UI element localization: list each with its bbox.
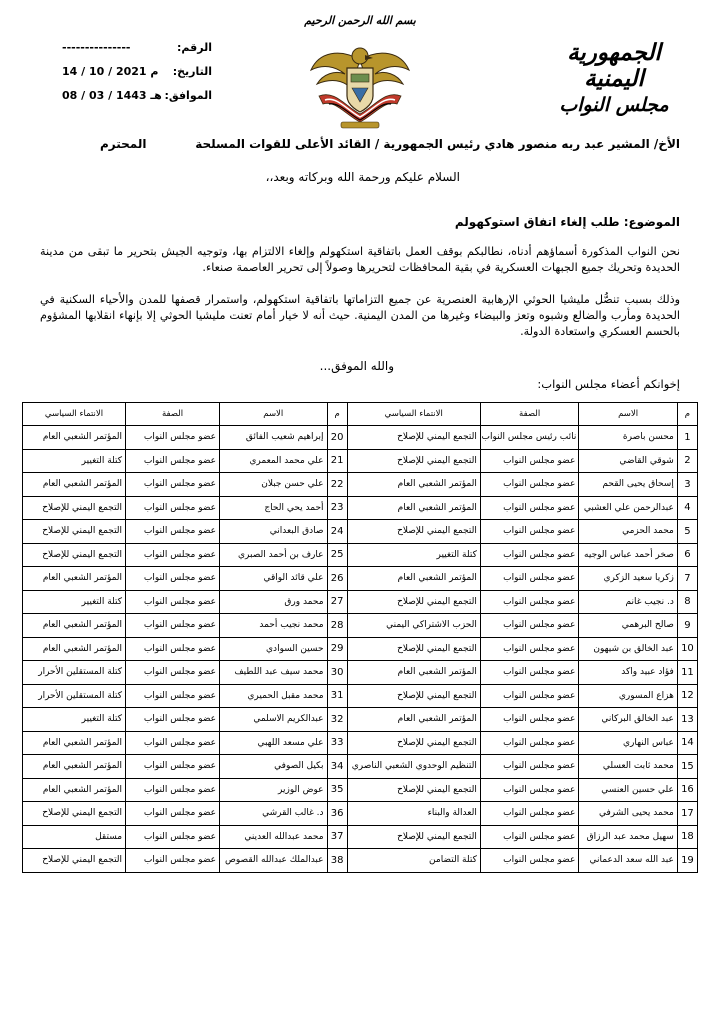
member-title-cell: عضو مجلس النواب bbox=[480, 755, 579, 779]
member-party-cell: مستقل bbox=[23, 825, 126, 849]
row-number-cell: 6 bbox=[677, 543, 697, 567]
member-party-cell: المؤتمر الشعبي العام bbox=[23, 755, 126, 779]
member-name-cell: عبد الله سعد الدعماني bbox=[579, 849, 678, 873]
member-party-cell: التجمع اليمني للإصلاح bbox=[347, 637, 480, 661]
row-number-cell: 25 bbox=[327, 543, 347, 567]
member-party-cell: التجمع اليمني للإصلاح bbox=[347, 778, 480, 802]
member-name-cell: محمد يحيى الشرفي bbox=[579, 802, 678, 826]
hijri-label: الموافق: bbox=[164, 89, 212, 102]
member-title-cell: عضو مجلس النواب bbox=[126, 778, 220, 802]
row-number-cell: 1 bbox=[677, 426, 697, 450]
member-name-cell: علي مسعد اللهبي bbox=[220, 731, 327, 755]
column-header: الصفة bbox=[480, 403, 579, 426]
date-row bbox=[62, 60, 212, 84]
table-row bbox=[23, 637, 698, 661]
member-name-cell: عارف بن أحمد الصبري bbox=[220, 543, 327, 567]
org-name: الجمهورية اليمنية bbox=[567, 39, 661, 92]
row-number-cell: 35 bbox=[327, 778, 347, 802]
member-name-cell: عبد الخالق البركاني bbox=[579, 708, 678, 732]
row-number-cell: 13 bbox=[677, 708, 697, 732]
addressee-line bbox=[100, 137, 680, 157]
member-name-cell: محمد سيف عبد اللطيف bbox=[220, 661, 327, 685]
row-number-cell: 22 bbox=[327, 473, 347, 497]
paragraph-1: نحن النواب المذكورة أسماؤهم أدناه، نطالبكم بوقف العمل باتفاقية استكهولم وإلغاء الالتزام بها، وتوجيه الجيش بتحرير ما تبقى من مدينة الحديدة وتحريك جميع الجبهات العسكرية في بقية المحافظات لتحريرها وصولاً إلى تحرير العاصمة صنعاء. bbox=[40, 245, 680, 274]
table-row bbox=[23, 614, 698, 638]
org-council: مجلس النواب bbox=[559, 94, 669, 116]
member-name-cell: هزاع المسوري bbox=[579, 684, 678, 708]
member-party-cell: المؤتمر الشعبي العام bbox=[23, 731, 126, 755]
member-title-cell: عضو مجلس النواب bbox=[480, 496, 579, 520]
member-name-cell: د. غالب القرشي bbox=[220, 802, 327, 826]
row-number-cell: 10 bbox=[677, 637, 697, 661]
greeting: السلام عليكم ورحمة الله وبركاته وبعد،، bbox=[265, 170, 460, 184]
row-number-cell: 12 bbox=[677, 684, 697, 708]
member-title-cell: عضو مجلس النواب bbox=[480, 473, 579, 497]
member-title-cell: عضو مجلس النواب bbox=[480, 684, 579, 708]
ref-value: --------------- bbox=[62, 41, 131, 54]
column-header: الصفة bbox=[126, 403, 220, 426]
member-party-cell: التجمع اليمني للإصلاح bbox=[347, 825, 480, 849]
member-name-cell: إسحاق يحيى القحم bbox=[579, 473, 678, 497]
member-party-cell: التجمع اليمني للإصلاح bbox=[23, 543, 126, 567]
column-header: م bbox=[677, 403, 697, 426]
date-value: 14 / 10 / 2021 م bbox=[62, 65, 159, 78]
ref-row bbox=[62, 36, 212, 60]
row-number-cell: 19 bbox=[677, 849, 697, 873]
member-party-cell: المؤتمر الشعبي العام bbox=[347, 496, 480, 520]
row-number-cell: 21 bbox=[327, 449, 347, 473]
member-party-cell: المؤتمر الشعبي العام bbox=[23, 614, 126, 638]
member-party-cell: التجمع اليمني للإصلاح bbox=[23, 849, 126, 873]
table-row bbox=[23, 708, 698, 732]
member-party-cell: المؤتمر الشعبي العام bbox=[23, 426, 126, 450]
member-title-cell: عضو مجلس النواب bbox=[126, 637, 220, 661]
member-name-cell: فؤاد عبيد واكد bbox=[579, 661, 678, 685]
member-party-cell: العدالة والبناء bbox=[347, 802, 480, 826]
member-party-cell: كتلة المستقلين الأحرار bbox=[23, 661, 126, 685]
member-name-cell: علي محمد المعمري bbox=[220, 449, 327, 473]
member-name-cell: محمد الحزمي bbox=[579, 520, 678, 544]
member-party-cell: كتلة التغيير bbox=[23, 590, 126, 614]
member-party-cell: المؤتمر الشعبي العام bbox=[347, 567, 480, 591]
row-number-cell: 27 bbox=[327, 590, 347, 614]
member-title-cell: عضو مجلس النواب bbox=[126, 520, 220, 544]
member-title-cell: عضو مجلس النواب bbox=[126, 449, 220, 473]
member-title-cell: عضو مجلس النواب bbox=[480, 614, 579, 638]
member-title-cell: عضو مجلس النواب bbox=[480, 731, 579, 755]
column-header: الانتماء السياسي bbox=[347, 403, 480, 426]
member-name-cell: محمد ثابت العسلي bbox=[579, 755, 678, 779]
column-header: الاسم bbox=[579, 403, 678, 426]
members-title: إخوانكم أعضاء مجلس النواب: bbox=[537, 377, 680, 391]
row-number-cell: 38 bbox=[327, 849, 347, 873]
member-party-cell: المؤتمر الشعبي العام bbox=[23, 637, 126, 661]
member-party-cell: كتلة التغيير bbox=[23, 449, 126, 473]
hijri-row bbox=[62, 84, 212, 108]
member-name-cell: بكيل الصوفي bbox=[220, 755, 327, 779]
member-title-cell: عضو مجلس النواب bbox=[480, 778, 579, 802]
member-title-cell: عضو مجلس النواب bbox=[480, 543, 579, 567]
member-party-cell: التجمع اليمني للإصلاح bbox=[23, 520, 126, 544]
member-title-cell: عضو مجلس النواب bbox=[126, 708, 220, 732]
row-number-cell: 14 bbox=[677, 731, 697, 755]
letterhead-org bbox=[534, 40, 694, 118]
member-party-cell: التجمع اليمني للإصلاح bbox=[23, 802, 126, 826]
table-row bbox=[23, 543, 698, 567]
table-row bbox=[23, 520, 698, 544]
member-name-cell: محمد مقبل الحميري bbox=[220, 684, 327, 708]
hijri-value: 08 / 03 / 1443 هـ bbox=[62, 89, 162, 102]
row-number-cell: 24 bbox=[327, 520, 347, 544]
row-number-cell: 32 bbox=[327, 708, 347, 732]
table-row bbox=[23, 778, 698, 802]
member-title-cell: عضو مجلس النواب bbox=[480, 825, 579, 849]
subject-line: الموضوع: طلب إلغاء اتفاق استوكهولم bbox=[454, 215, 680, 229]
member-party-cell: المؤتمر الشعبي العام bbox=[347, 708, 480, 732]
member-party-cell: التنظيم الوحدوي الشعبي الناصري bbox=[347, 755, 480, 779]
date-label: التاريخ: bbox=[172, 65, 212, 78]
member-party-cell: التجمع اليمني للإصلاح bbox=[347, 449, 480, 473]
table-row bbox=[23, 849, 698, 873]
member-title-cell: عضو مجلس النواب bbox=[126, 755, 220, 779]
member-title-cell: عضو مجلس النواب bbox=[126, 802, 220, 826]
member-title-cell: عضو مجلس النواب bbox=[126, 661, 220, 685]
row-number-cell: 18 bbox=[677, 825, 697, 849]
row-number-cell: 31 bbox=[327, 684, 347, 708]
member-name-cell: عباس النهاري bbox=[579, 731, 678, 755]
table-row bbox=[23, 496, 698, 520]
member-title-cell: عضو مجلس النواب bbox=[126, 731, 220, 755]
eagle-emblem-icon bbox=[305, 30, 415, 130]
member-name-cell: صخر أحمد عباس الوجيه bbox=[579, 543, 678, 567]
table-row bbox=[23, 661, 698, 685]
table-row bbox=[23, 449, 698, 473]
table-header-row bbox=[23, 403, 698, 426]
member-title-cell: عضو مجلس النواب bbox=[126, 825, 220, 849]
reference-block bbox=[62, 36, 212, 108]
member-name-cell: صادق البعداني bbox=[220, 520, 327, 544]
member-title-cell: عضو مجلس النواب bbox=[126, 590, 220, 614]
member-party-cell: المؤتمر الشعبي العام bbox=[23, 567, 126, 591]
row-number-cell: 9 bbox=[677, 614, 697, 638]
member-name-cell: حسين السوادي bbox=[220, 637, 327, 661]
member-name-cell: محمد نجيب أحمد bbox=[220, 614, 327, 638]
member-title-cell: عضو مجلس النواب bbox=[126, 473, 220, 497]
row-number-cell: 26 bbox=[327, 567, 347, 591]
respect-word: المحترم bbox=[100, 137, 147, 151]
member-title-cell: عضو مجلس النواب bbox=[126, 543, 220, 567]
member-name-cell: زكريا سعيد الزكري bbox=[579, 567, 678, 591]
member-title-cell: عضو مجلس النواب bbox=[126, 684, 220, 708]
member-name-cell: علي حسين العنسي bbox=[579, 778, 678, 802]
row-number-cell: 15 bbox=[677, 755, 697, 779]
column-header: م bbox=[327, 403, 347, 426]
member-title-cell: عضو مجلس النواب bbox=[126, 614, 220, 638]
member-party-cell: المؤتمر الشعبي العام bbox=[23, 473, 126, 497]
member-name-cell: علي قائد الواقي bbox=[220, 567, 327, 591]
member-title-cell: نائب رئيس مجلس النواب bbox=[480, 426, 579, 450]
member-party-cell: كتلة التضامن bbox=[347, 849, 480, 873]
member-party-cell: التجمع اليمني للإصلاح bbox=[347, 731, 480, 755]
paragraph-2: وذلك بسبب تنصُّل مليشيا الحوثي الإرهابية العنصرية عن جميع التزاماتها باتفاقية استكهولم، واستمرار قصفها للمدن والأحياء السكنية في الحديدة ومأرب والضالع وشبوه وتعز والبيضاء وغيرها من المدن اليمنية. حيث أنه لا خيار أمام تعنت مليشيا الحوثي إلا بإنهاء انقلابها المشؤوم بالحسم العسكري واستعادة الدولة. bbox=[40, 293, 680, 338]
member-party-cell: الحزب الاشتراكي اليمني bbox=[347, 614, 480, 638]
member-title-cell: عضو مجلس النواب bbox=[480, 849, 579, 873]
table-row bbox=[23, 567, 698, 591]
member-name-cell: عبدالرحمن علي العشبي bbox=[579, 496, 678, 520]
row-number-cell: 3 bbox=[677, 473, 697, 497]
member-party-cell: كتلة المستقلين الأحرار bbox=[23, 684, 126, 708]
table-row bbox=[23, 684, 698, 708]
member-party-cell: التجمع اليمني للإصلاح bbox=[347, 684, 480, 708]
table-body bbox=[23, 426, 698, 873]
member-name-cell: سهيل محمد عبد الرزاق bbox=[579, 825, 678, 849]
row-number-cell: 11 bbox=[677, 661, 697, 685]
member-party-cell: التجمع اليمني للإصلاح bbox=[347, 426, 480, 450]
member-title-cell: عضو مجلس النواب bbox=[480, 637, 579, 661]
column-header: الانتماء السياسي bbox=[23, 403, 126, 426]
row-number-cell: 37 bbox=[327, 825, 347, 849]
row-number-cell: 2 bbox=[677, 449, 697, 473]
member-title-cell: عضو مجلس النواب bbox=[126, 567, 220, 591]
table-row bbox=[23, 802, 698, 826]
row-number-cell: 23 bbox=[327, 496, 347, 520]
member-name-cell: صالح البرهمي bbox=[579, 614, 678, 638]
row-number-cell: 20 bbox=[327, 426, 347, 450]
table-row bbox=[23, 731, 698, 755]
member-title-cell: عضو مجلس النواب bbox=[480, 590, 579, 614]
member-name-cell: عبدالكريم الاسلمي bbox=[220, 708, 327, 732]
member-name-cell: عبد الخالق بن شيهون bbox=[579, 637, 678, 661]
row-number-cell: 28 bbox=[327, 614, 347, 638]
member-name-cell: إبراهيم شعيب الفائق bbox=[220, 426, 327, 450]
member-party-cell: كتلة التغيير bbox=[23, 708, 126, 732]
member-party-cell: المؤتمر الشعبي العام bbox=[23, 778, 126, 802]
member-party-cell: التجمع اليمني للإصلاح bbox=[347, 590, 480, 614]
member-party-cell: كتلة التغيير bbox=[347, 543, 480, 567]
closing-line: والله الموفق... bbox=[319, 359, 394, 373]
member-name-cell: محمد ورق bbox=[220, 590, 327, 614]
member-party-cell: المؤتمر الشعبي العام bbox=[347, 661, 480, 685]
row-number-cell: 7 bbox=[677, 567, 697, 591]
member-title-cell: عضو مجلس النواب bbox=[480, 802, 579, 826]
member-name-cell: عبدالملك عبدالله القصوص bbox=[220, 849, 327, 873]
member-name-cell: محسن باصرة bbox=[579, 426, 678, 450]
member-name-cell: عوض الوزير bbox=[220, 778, 327, 802]
member-name-cell: شوقي القاضي bbox=[579, 449, 678, 473]
letterhead-emblem-block bbox=[296, 14, 424, 130]
member-party-cell: التجمع اليمني للإصلاح bbox=[23, 496, 126, 520]
table-row bbox=[23, 590, 698, 614]
column-header: الاسم bbox=[220, 403, 327, 426]
member-title-cell: عضو مجلس النواب bbox=[480, 567, 579, 591]
row-number-cell: 29 bbox=[327, 637, 347, 661]
row-number-cell: 5 bbox=[677, 520, 697, 544]
members-table bbox=[22, 402, 698, 873]
row-number-cell: 17 bbox=[677, 802, 697, 826]
row-number-cell: 36 bbox=[327, 802, 347, 826]
row-number-cell: 8 bbox=[677, 590, 697, 614]
member-title-cell: عضو مجلس النواب bbox=[480, 520, 579, 544]
row-number-cell: 33 bbox=[327, 731, 347, 755]
member-title-cell: عضو مجلس النواب bbox=[126, 496, 220, 520]
member-name-cell: محمد عبدالله العديني bbox=[220, 825, 327, 849]
member-name-cell: أحمد يحي الحاج bbox=[220, 496, 327, 520]
member-title-cell: عضو مجلس النواب bbox=[480, 661, 579, 685]
table-row bbox=[23, 426, 698, 450]
row-number-cell: 30 bbox=[327, 661, 347, 685]
member-name-cell: علي حسن جبلان bbox=[220, 473, 327, 497]
member-party-cell: التجمع اليمني للإصلاح bbox=[347, 520, 480, 544]
member-title-cell: عضو مجلس النواب bbox=[480, 449, 579, 473]
table-row bbox=[23, 755, 698, 779]
row-number-cell: 34 bbox=[327, 755, 347, 779]
row-number-cell: 4 bbox=[677, 496, 697, 520]
member-title-cell: عضو مجلس النواب bbox=[480, 708, 579, 732]
member-party-cell: المؤتمر الشعبي العام bbox=[347, 473, 480, 497]
ref-label: الرقم: bbox=[177, 41, 212, 54]
addressee: الأخ/ المشير عبد ربه منصور هادي رئيس الجمهورية / القائد الأعلى للقوات المسلحة bbox=[195, 137, 680, 151]
member-name-cell: د. نجيب غانم bbox=[579, 590, 678, 614]
basmala: بسم الله الرحمن الرحيم bbox=[304, 14, 416, 27]
table-row bbox=[23, 825, 698, 849]
row-number-cell: 16 bbox=[677, 778, 697, 802]
member-title-cell: عضو مجلس النواب bbox=[126, 426, 220, 450]
table-row bbox=[23, 473, 698, 497]
member-title-cell: عضو مجلس النواب bbox=[126, 849, 220, 873]
